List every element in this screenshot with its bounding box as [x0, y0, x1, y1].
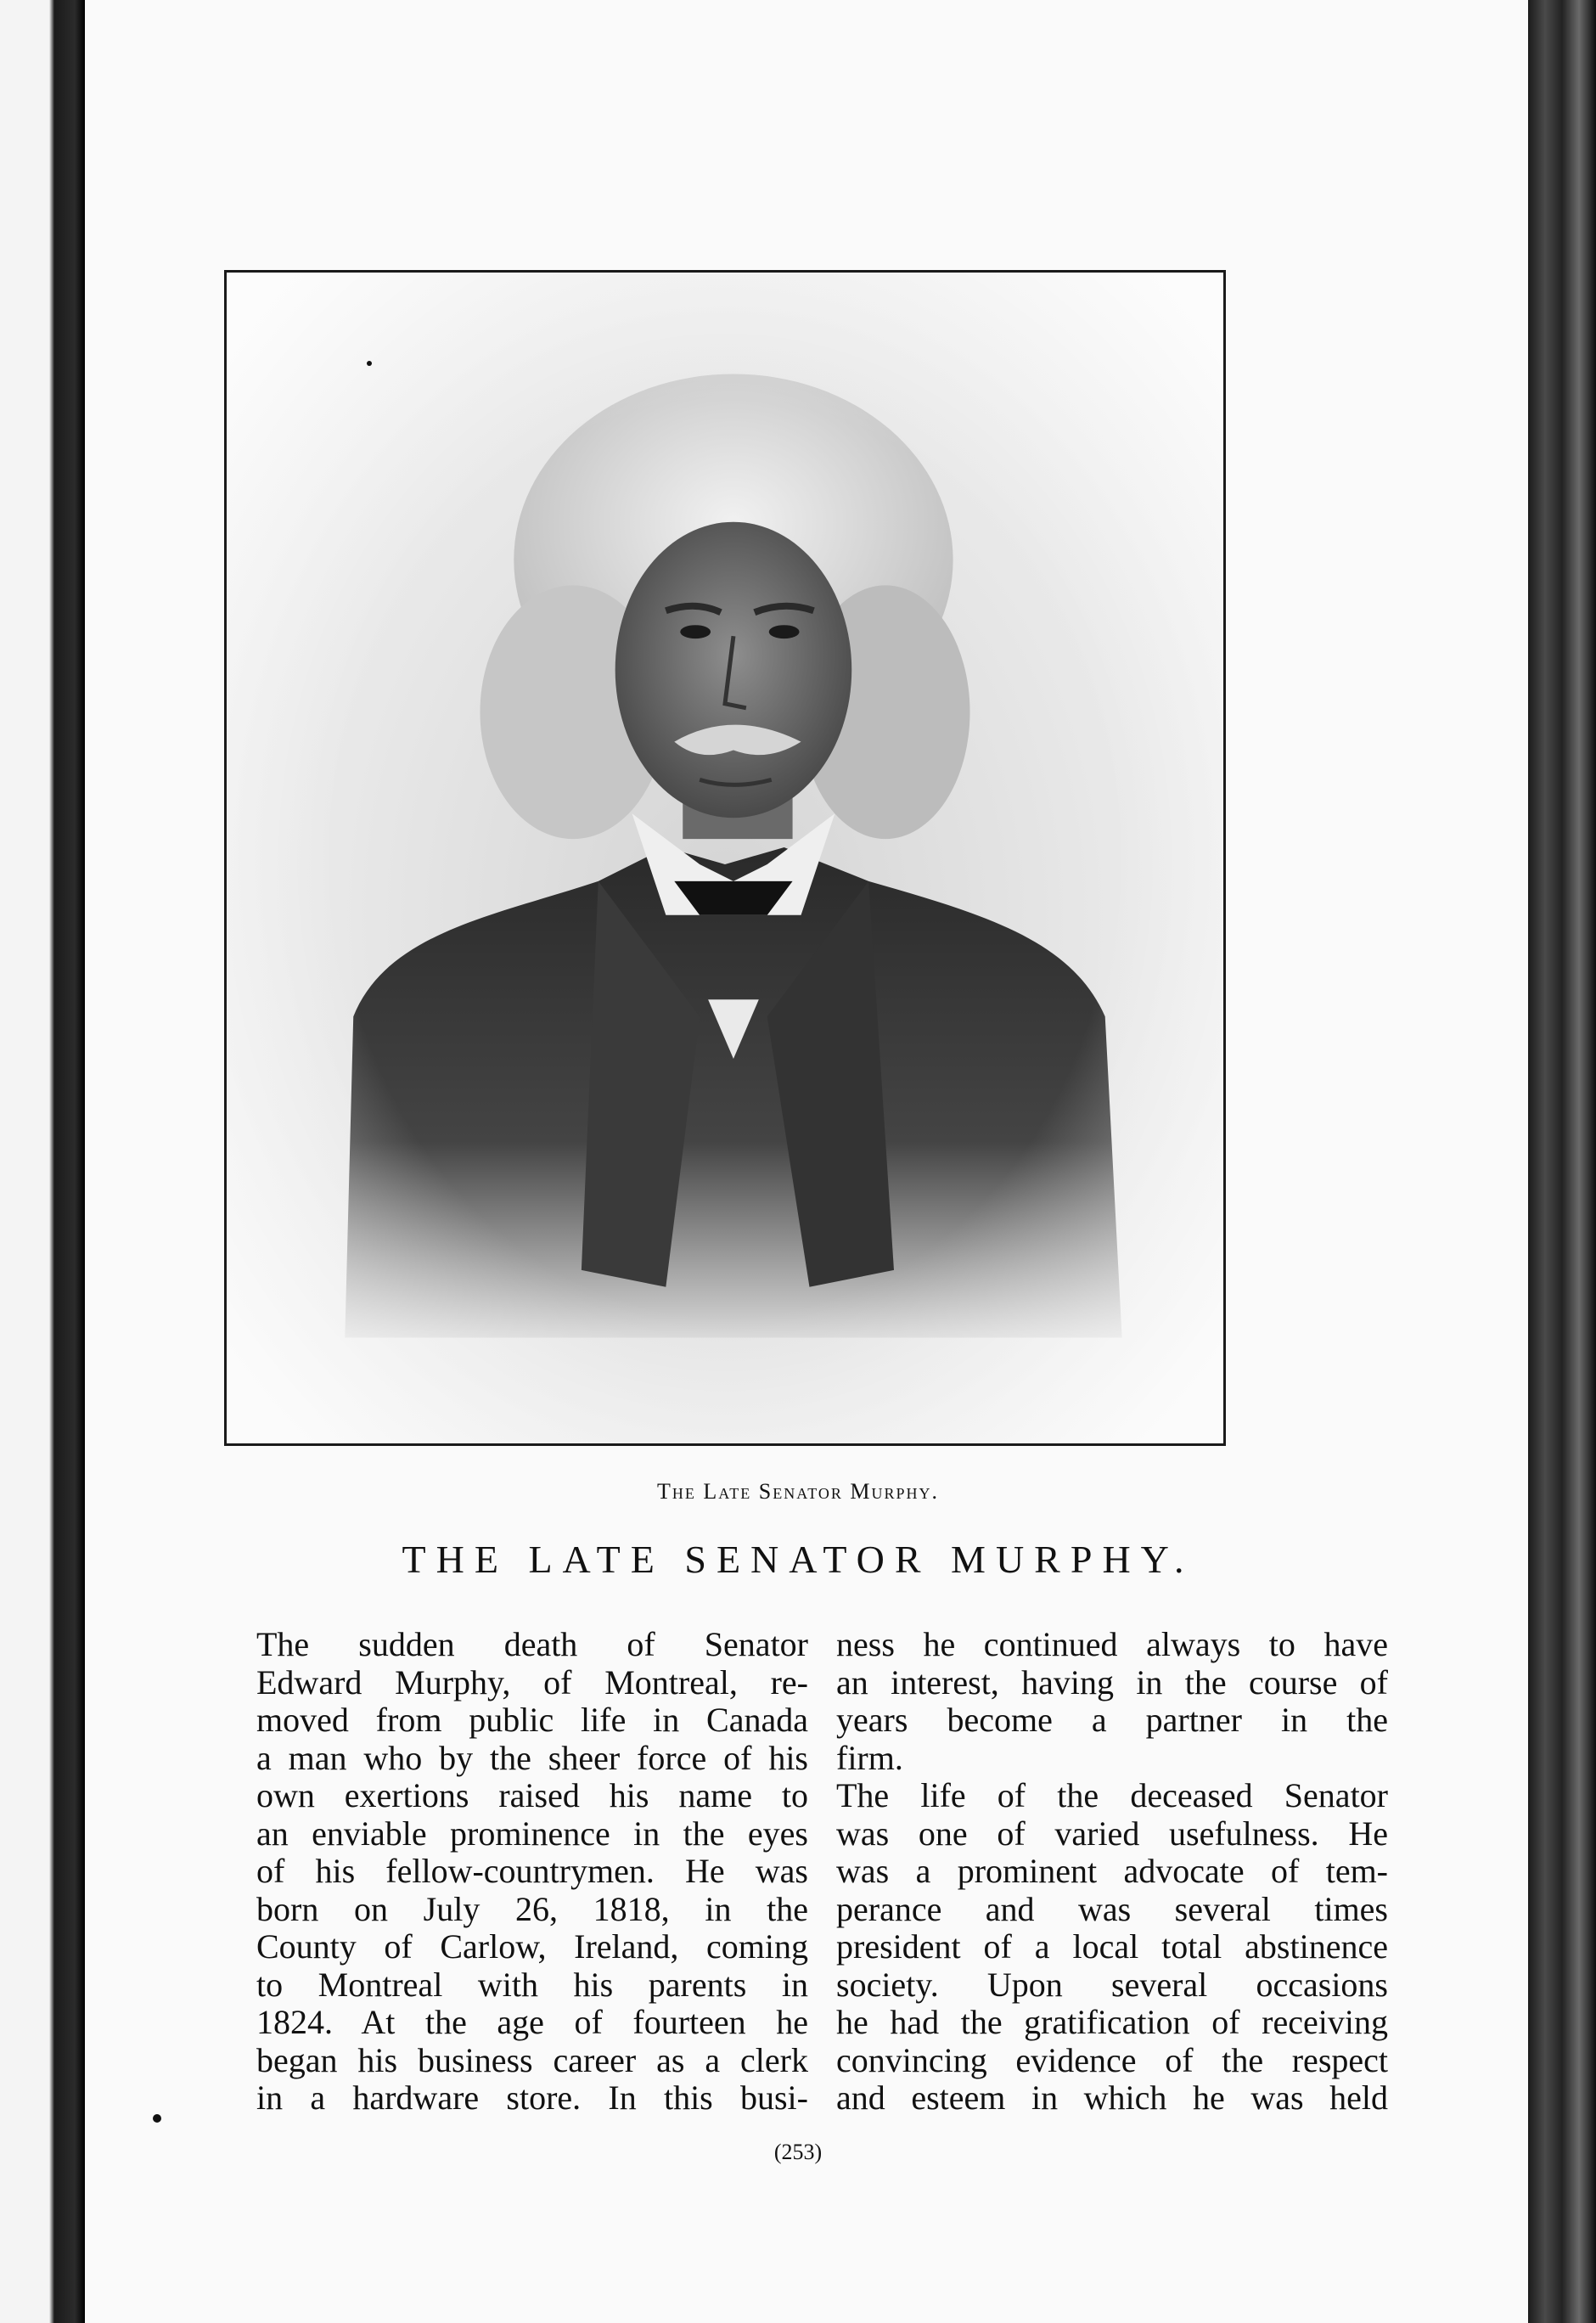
- text-line: firm.: [836, 1738, 903, 1777]
- ink-speck: [153, 2114, 161, 2123]
- text-line: born on July 26, 1818, in the: [256, 1889, 808, 1928]
- ink-speck: [367, 361, 372, 366]
- text-line: convincing evidence of the respect: [836, 2040, 1388, 2079]
- book-edge-right: [1528, 0, 1596, 2323]
- text-line: ness he continued always to have: [836, 1625, 1388, 1663]
- text-line: president of a local total abstinence: [836, 1927, 1388, 1966]
- text-line: Edward Murphy, of Montreal, re-: [256, 1662, 808, 1701]
- text-line: was one of varied usefulness. He: [836, 1814, 1388, 1853]
- text-line: The life of the deceased Senator: [836, 1776, 1388, 1814]
- page-number: (253): [773, 2140, 823, 2164]
- text-line: began his business career as a clerk: [256, 2040, 808, 2079]
- text-line: County of Carlow, Ireland, coming: [256, 1927, 808, 1966]
- text-line: in a hardware store. In this busi-: [256, 2078, 808, 2117]
- right-text-column: [836, 1626, 1388, 2118]
- text-line: The sudden death of Senator: [256, 1625, 808, 1663]
- text-line: and esteem in which he was held: [836, 2078, 1388, 2117]
- text-line: was a prominent advocate of tem-: [836, 1852, 1388, 1890]
- text-line: an enviable prominence in the eyes: [256, 1814, 808, 1853]
- portrait-image: [227, 273, 1223, 1443]
- text-line: of his fellow-countrymen. He was: [256, 1852, 808, 1890]
- text-line: own exertions raised his name to: [256, 1776, 808, 1814]
- text-line: to Montreal with his parents in: [256, 1965, 808, 2004]
- article-title: THE LATE SENATOR MURPHY.: [402, 1538, 1194, 1581]
- text-line: society. Upon several occasions: [836, 1965, 1388, 2004]
- text-line: years become a partner in the: [836, 1701, 1388, 1739]
- book-binding-left: [0, 0, 85, 2323]
- text-line: an interest, having in the course of: [836, 1662, 1388, 1701]
- text-line: perance and was several times: [836, 1889, 1388, 1928]
- text-line: he had the gratification of receiving: [836, 2003, 1388, 2041]
- text-line: a man who by the sheer force of his: [256, 1738, 808, 1777]
- figure-caption: The Late Senator Murphy.: [656, 1479, 940, 1504]
- text-line: 1824. At the age of fourteen he: [256, 2003, 808, 2041]
- left-text-column: [256, 1626, 808, 2118]
- text-line: moved from public life in Canada: [256, 1701, 808, 1739]
- portrait-plate: [224, 270, 1226, 1446]
